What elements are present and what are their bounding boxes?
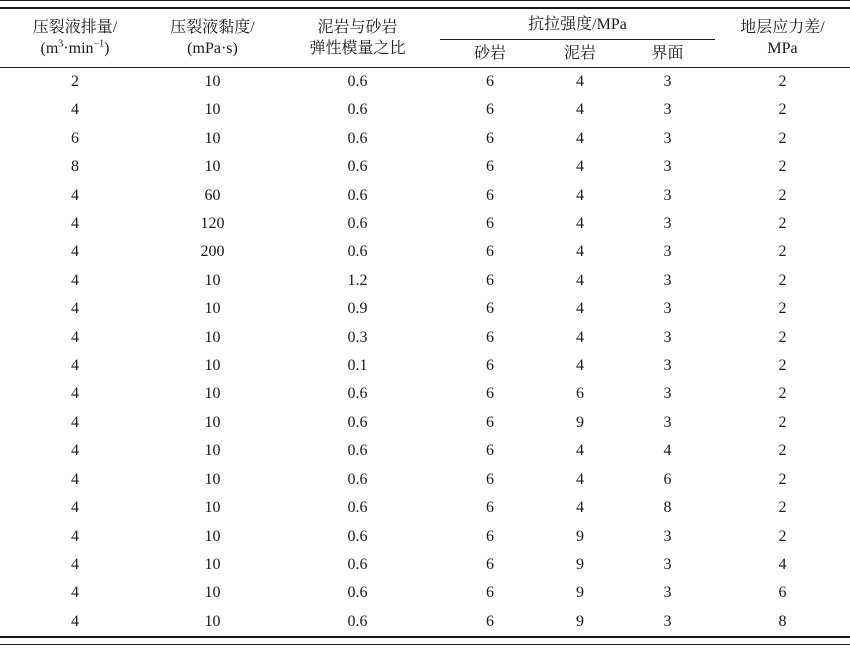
cell: 10 xyxy=(204,73,221,90)
cell: 10 xyxy=(204,129,221,147)
table-row xyxy=(0,608,850,636)
cell: 2 xyxy=(778,413,787,431)
cell: 10 xyxy=(204,101,221,119)
table-row xyxy=(0,68,850,97)
cell: 4 xyxy=(576,243,584,261)
cell: 200 xyxy=(200,243,225,261)
cell: 2 xyxy=(778,186,787,204)
header-row-1 xyxy=(0,9,850,40)
cell: 3 xyxy=(663,413,672,431)
cell: 4 xyxy=(71,300,79,318)
cell: 4 xyxy=(71,413,79,431)
cell: 3 xyxy=(663,612,672,630)
cell: 2 xyxy=(778,527,787,545)
subheader-mudstone: 泥岩 xyxy=(563,45,596,62)
cell: 4 xyxy=(576,73,584,90)
cell: 0.6 xyxy=(347,413,368,431)
table-row xyxy=(0,210,850,238)
cell: 4 xyxy=(71,442,79,460)
cell: 4 xyxy=(71,612,79,630)
cell: 6 xyxy=(486,300,494,318)
cell: 10 xyxy=(204,442,221,460)
cell: 4 xyxy=(71,328,79,346)
cell: 60 xyxy=(204,186,221,204)
table-row xyxy=(0,380,850,408)
cell: 0.6 xyxy=(347,470,368,488)
cell: 3 xyxy=(663,357,672,375)
data-table xyxy=(0,9,850,636)
cell: 2 xyxy=(778,243,787,261)
cell: 2 xyxy=(778,129,787,147)
cell: 4 xyxy=(778,555,787,573)
cell: 2 xyxy=(778,158,787,176)
cell: 6 xyxy=(778,584,787,602)
header-modulus-ratio-line1: 泥岩与砂岩 xyxy=(317,19,398,36)
cell: 4 xyxy=(71,186,79,204)
cell: 0.9 xyxy=(347,300,368,318)
cell: 6 xyxy=(486,555,494,573)
cell: 0.6 xyxy=(347,158,368,176)
cell: 6 xyxy=(486,612,494,630)
header-modulus-ratio-line2: 弹性模量之比 xyxy=(309,40,406,57)
cell: 2 xyxy=(778,328,787,346)
cell: 6 xyxy=(486,158,494,176)
cell: 6 xyxy=(486,186,494,204)
cell: 4 xyxy=(576,158,584,176)
cell: 3 xyxy=(663,129,672,147)
cell: 3 xyxy=(663,186,672,204)
cell: 0.6 xyxy=(347,527,368,545)
cell: 4 xyxy=(576,470,584,488)
cell: 6 xyxy=(486,470,494,488)
cell: 2 xyxy=(778,442,787,460)
cell: 3 xyxy=(663,527,672,545)
cell: 10 xyxy=(204,413,221,431)
table-header xyxy=(0,9,850,68)
cell: 3 xyxy=(663,158,672,176)
cell: 0.6 xyxy=(347,584,368,602)
cell: 2 xyxy=(778,300,787,318)
cell: 6 xyxy=(663,470,672,488)
cell: 4 xyxy=(576,101,584,119)
cell: 0.6 xyxy=(347,385,368,403)
cell: 4 xyxy=(576,186,584,204)
subheader-sandstone: 砂岩 xyxy=(473,45,506,62)
cell: 4 xyxy=(71,470,79,488)
cell: 4 xyxy=(576,129,584,147)
cell: 0.6 xyxy=(347,73,368,90)
cell: 6 xyxy=(486,243,494,261)
table-body xyxy=(0,68,850,637)
table-row xyxy=(0,579,850,607)
cell: 4 xyxy=(71,101,79,119)
table-row xyxy=(0,409,850,437)
cell: 10 xyxy=(204,612,221,630)
cell: 4 xyxy=(576,442,584,460)
cell: 120 xyxy=(200,215,225,233)
cell: 3 xyxy=(663,555,672,573)
cell: 4 xyxy=(71,357,79,375)
cell: 3 xyxy=(663,328,672,346)
header-stress-difference xyxy=(715,9,850,68)
cell: 3 xyxy=(663,101,672,119)
table-row xyxy=(0,153,850,181)
cell: 0.6 xyxy=(347,129,368,147)
header-stress-difference-line1: 地层应力差/ xyxy=(740,19,825,36)
cell: 6 xyxy=(486,101,494,119)
cell: 6 xyxy=(486,499,494,517)
cell: 10 xyxy=(204,470,221,488)
cell: 3 xyxy=(663,73,672,90)
cell: 4 xyxy=(71,499,79,517)
cell: 10 xyxy=(204,271,221,289)
cell: 4 xyxy=(576,357,584,375)
cell: 0.3 xyxy=(347,328,368,346)
cell: 3 xyxy=(663,385,672,403)
cell: 2 xyxy=(778,73,787,90)
header-tensile-strength-group: 抗拉强度/MPa xyxy=(440,9,715,40)
cell: 4 xyxy=(576,499,584,517)
cell: 4 xyxy=(71,555,79,573)
header-fluid-viscosity-line2: (mPa·s) xyxy=(187,40,238,57)
cell: 10 xyxy=(204,357,221,375)
cell: 4 xyxy=(71,215,79,233)
cell: 4 xyxy=(663,442,672,460)
cell: 10 xyxy=(204,584,221,602)
header-stress-difference-line2: MPa xyxy=(767,40,798,57)
cell: 0.6 xyxy=(347,186,368,204)
cell: 1.2 xyxy=(347,271,368,289)
cell: 9 xyxy=(576,612,584,630)
cell: 6 xyxy=(486,413,494,431)
table-row xyxy=(0,551,850,579)
table-row xyxy=(0,437,850,465)
cell: 6 xyxy=(486,584,494,602)
cell: 4 xyxy=(576,328,584,346)
cell: 0.6 xyxy=(347,215,368,233)
header-fluid-viscosity-line1: 压裂液黏度/ xyxy=(170,19,255,36)
cell: 2 xyxy=(778,499,787,517)
cell: 2 xyxy=(778,101,787,119)
cell: 4 xyxy=(71,243,79,261)
cell: 2 xyxy=(778,385,787,403)
cell: 10 xyxy=(204,328,221,346)
cell: 2 xyxy=(71,73,79,90)
table-row xyxy=(0,295,850,323)
cell: 8 xyxy=(663,499,672,517)
cell: 3 xyxy=(663,271,672,289)
header-fluid-rate xyxy=(0,9,150,68)
table-row xyxy=(0,466,850,494)
cell: 6 xyxy=(486,271,494,289)
header-fluid-viscosity xyxy=(150,9,275,68)
cell: 4 xyxy=(576,271,584,289)
cell: 0.6 xyxy=(347,612,368,630)
header-modulus-ratio xyxy=(275,9,440,68)
header-fluid-rate-line1: 压裂液排量/ xyxy=(32,19,118,36)
cell: 4 xyxy=(576,300,584,318)
cell: 6 xyxy=(486,385,494,403)
cell: 10 xyxy=(204,499,221,517)
header-fluid-rate-line2: $(m^3\cdot\min^{-1})$ xyxy=(40,38,110,57)
cell: 8 xyxy=(778,612,787,630)
bottom-thin-rule xyxy=(0,644,850,645)
cell: 2 xyxy=(778,215,787,233)
subheader-interface: 界面 xyxy=(651,45,684,62)
table-row xyxy=(0,125,850,153)
cell: 0.6 xyxy=(347,101,368,119)
cell: 6 xyxy=(71,129,79,147)
cell: 9 xyxy=(576,584,584,602)
table-row xyxy=(0,182,850,210)
cell: 10 xyxy=(204,158,221,176)
cell: 3 xyxy=(663,584,672,602)
cell: 0.6 xyxy=(347,499,368,517)
cell: 6 xyxy=(486,215,494,233)
cell: 9 xyxy=(576,527,584,545)
cell: 10 xyxy=(204,555,221,573)
cell: 0.6 xyxy=(347,243,368,261)
cell: 6 xyxy=(486,129,494,147)
cell: 4 xyxy=(576,215,584,233)
cell: 6 xyxy=(486,527,494,545)
cell: 3 xyxy=(663,215,672,233)
cell: 6 xyxy=(576,385,584,403)
cell: 6 xyxy=(486,357,494,375)
cell: 4 xyxy=(71,584,79,602)
cell: 4 xyxy=(71,271,79,289)
cell: 9 xyxy=(576,555,584,573)
cell: 6 xyxy=(486,442,494,460)
table-row xyxy=(0,238,850,266)
table-row xyxy=(0,267,850,295)
cell: 2 xyxy=(778,271,787,289)
cell: 3 xyxy=(663,243,672,261)
cell: 9 xyxy=(576,413,584,431)
cell: 10 xyxy=(204,385,221,403)
cell: 0.6 xyxy=(347,555,368,573)
table-row xyxy=(0,494,850,522)
cell: 4 xyxy=(71,385,79,403)
cell: 6 xyxy=(486,328,494,346)
cell: 3 xyxy=(663,300,672,318)
cell: 0.6 xyxy=(347,442,368,460)
table-row xyxy=(0,352,850,380)
table-row xyxy=(0,523,850,551)
table-row xyxy=(0,96,850,124)
cell: 4 xyxy=(71,527,79,545)
cell: 0.1 xyxy=(347,357,368,375)
cell: 10 xyxy=(204,527,221,545)
cell: 2 xyxy=(778,357,787,375)
cell: 2 xyxy=(778,470,787,488)
cell: 6 xyxy=(486,73,494,90)
table-row xyxy=(0,324,850,352)
cell: 8 xyxy=(71,158,79,176)
cell: 10 xyxy=(204,300,221,318)
